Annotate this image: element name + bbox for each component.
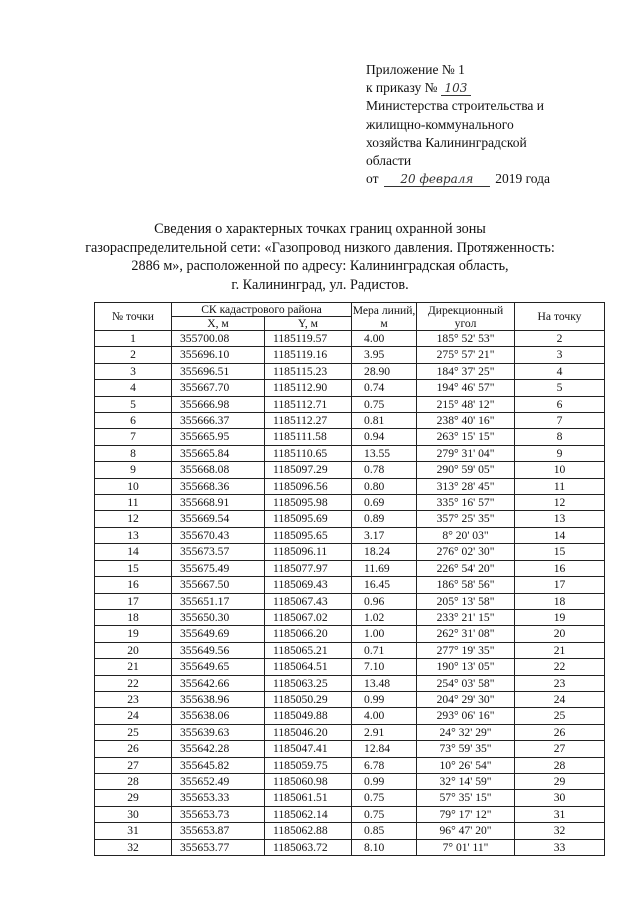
cell-length: 8.10: [352, 839, 417, 855]
title-line: г. Калининград, ул. Радистов.: [231, 276, 409, 293]
ministry-line: хозяйства Калининградской: [366, 134, 527, 150]
date-suffix: 2019 года: [495, 171, 551, 187]
cell-point: 30: [95, 806, 172, 822]
cell-direction: 96° 47' 20": [417, 823, 515, 839]
cell-direction: 7° 01' 11": [417, 839, 515, 855]
cell-direction: 185° 52' 53": [417, 331, 515, 347]
table-row: [95, 691, 605, 707]
cell-direction: 186° 58' 56": [417, 577, 515, 593]
cell-point: 1: [95, 331, 172, 347]
cell-to-point: 13: [515, 511, 605, 527]
cell-length: 11.69: [352, 560, 417, 576]
appendix-line: Приложение № 1: [366, 62, 465, 77]
table-row: [95, 462, 605, 478]
cell-direction: 254° 03' 58": [417, 675, 515, 691]
cell-to-point: 23: [515, 675, 605, 691]
cell-to-point: 18: [515, 593, 605, 609]
cell-x: 355653.77: [172, 839, 265, 855]
cell-length: 1.02: [352, 609, 417, 625]
cell-y: 1185047.41: [265, 741, 352, 757]
cell-length: 0.71: [352, 642, 417, 658]
cell-point: 16: [95, 577, 172, 593]
cell-direction: 194° 46' 57": [417, 380, 515, 396]
cell-to-point: 3: [515, 347, 605, 363]
cell-x: 355668.91: [172, 495, 265, 511]
cell-direction: 24° 32' 29": [417, 724, 515, 740]
cell-direction: 313° 28' 45": [417, 478, 515, 494]
appendix-block: [366, 61, 606, 188]
cell-y: 1185063.25: [265, 675, 352, 691]
header-point: № точки: [95, 303, 172, 331]
cell-y: 1185067.02: [265, 609, 352, 625]
cell-length: 2.91: [352, 724, 417, 740]
cell-y: 1185096.11: [265, 544, 352, 560]
cell-length: 3.17: [352, 527, 417, 543]
table-row: [95, 445, 605, 461]
table-row: [95, 544, 605, 560]
cell-point: 21: [95, 659, 172, 675]
cell-y: 1185112.71: [265, 396, 352, 412]
cell-y: 1185064.51: [265, 659, 352, 675]
cell-direction: 290° 59' 05": [417, 462, 515, 478]
header-to-point: На точку: [515, 303, 605, 331]
header-length: Мера линий, м: [352, 303, 416, 330]
cell-to-point: 5: [515, 380, 605, 396]
table-row: [95, 331, 605, 347]
cell-direction: 233° 21' 15": [417, 609, 515, 625]
ministry-line: Министерства строительства и: [366, 98, 545, 114]
table-row: [95, 396, 605, 412]
cell-length: 12.84: [352, 741, 417, 757]
table-row: [95, 839, 605, 855]
cell-length: 1.00: [352, 626, 417, 642]
cell-to-point: 6: [515, 396, 605, 412]
cell-direction: 357° 25' 35": [417, 511, 515, 527]
cell-y: 1185095.69: [265, 511, 352, 527]
cell-direction: 8° 20' 03": [417, 527, 515, 543]
cell-point: 11: [95, 495, 172, 511]
cell-direction: 204° 29' 30": [417, 691, 515, 707]
cell-y: 1185115.23: [265, 363, 352, 379]
cell-x: 355638.96: [172, 691, 265, 707]
cell-point: 4: [95, 380, 172, 396]
cell-direction: 190° 13' 05": [417, 659, 515, 675]
title-line: 2886 м», расположенной по адресу: Калининградская область,: [131, 258, 509, 275]
cell-y: 1185112.90: [265, 380, 352, 396]
cell-x: 355665.95: [172, 429, 265, 445]
cell-x: 355670.43: [172, 527, 265, 543]
cell-point: 7: [95, 429, 172, 445]
cell-point: 27: [95, 757, 172, 773]
cell-to-point: 19: [515, 609, 605, 625]
cell-to-point: 10: [515, 462, 605, 478]
cell-to-point: 11: [515, 478, 605, 494]
date-prefix: от: [366, 171, 379, 187]
cell-point: 20: [95, 642, 172, 658]
cell-y: 1185077.97: [265, 560, 352, 576]
cell-x: 355668.08: [172, 462, 265, 478]
header-direction: Дирекционный угол: [417, 303, 515, 331]
cell-y: 1185111.58: [265, 429, 352, 445]
cell-y: 1185069.43: [265, 577, 352, 593]
cell-direction: 79° 17' 12": [417, 806, 515, 822]
cell-length: 13.55: [352, 445, 417, 461]
order-number-line: [366, 79, 606, 97]
cell-x: 355673.57: [172, 544, 265, 560]
cell-x: 355696.10: [172, 347, 265, 363]
table-row: [95, 593, 605, 609]
cell-to-point: 31: [515, 806, 605, 822]
cell-direction: 279° 31' 04": [417, 445, 515, 461]
cell-x: 355669.54: [172, 511, 265, 527]
cell-x: 355652.49: [172, 773, 265, 789]
table-row: [95, 708, 605, 724]
cell-y: 1185061.51: [265, 790, 352, 806]
cell-point: 9: [95, 462, 172, 478]
table-row: [95, 429, 605, 445]
table-row: [95, 806, 605, 822]
cell-length: 0.85: [352, 823, 417, 839]
title-line: газораспределительной сети: «Газопровод низкого давления. Протяженность:: [85, 239, 555, 256]
cell-x: 355651.17: [172, 593, 265, 609]
cell-to-point: 25: [515, 708, 605, 724]
table-row: [95, 724, 605, 740]
date-handwritten: 20 февраля: [384, 172, 490, 187]
cell-length: 0.94: [352, 429, 417, 445]
points-table: [94, 302, 605, 856]
cell-to-point: 21: [515, 642, 605, 658]
cell-point: 32: [95, 839, 172, 855]
cell-point: 29: [95, 790, 172, 806]
cell-x: 355668.36: [172, 478, 265, 494]
cell-y: 1185059.75: [265, 757, 352, 773]
cell-x: 355666.37: [172, 413, 265, 429]
title-line: Сведения о характерных точках границ охранной зоны: [154, 221, 486, 237]
cell-x: 355650.30: [172, 609, 265, 625]
cell-point: 31: [95, 823, 172, 839]
cell-y: 1185062.14: [265, 806, 352, 822]
cell-y: 1185119.57: [265, 331, 352, 347]
cell-to-point: 2: [515, 331, 605, 347]
cell-length: 0.75: [352, 806, 417, 822]
cell-length: 0.99: [352, 773, 417, 789]
cell-direction: 263° 15' 15": [417, 429, 515, 445]
cell-length: 7.10: [352, 659, 417, 675]
cell-point: 6: [95, 413, 172, 429]
cell-y: 1185095.65: [265, 527, 352, 543]
cell-direction: 205° 13' 58": [417, 593, 515, 609]
cell-length: 0.80: [352, 478, 417, 494]
cell-to-point: 26: [515, 724, 605, 740]
cell-x: 355667.70: [172, 380, 265, 396]
table-row: [95, 626, 605, 642]
cell-x: 355665.84: [172, 445, 265, 461]
cell-x: 355649.65: [172, 659, 265, 675]
cell-x: 355653.73: [172, 806, 265, 822]
cell-y: 1185112.27: [265, 413, 352, 429]
cell-direction: 10° 26' 54": [417, 757, 515, 773]
cell-direction: 275° 57' 21": [417, 347, 515, 363]
document-title: [60, 220, 580, 294]
cell-y: 1185046.20: [265, 724, 352, 740]
cell-point: 8: [95, 445, 172, 461]
cell-x: 355653.87: [172, 823, 265, 839]
table-row: [95, 527, 605, 543]
cell-y: 1185060.98: [265, 773, 352, 789]
cell-to-point: 7: [515, 413, 605, 429]
cell-point: 25: [95, 724, 172, 740]
cell-y: 1185095.98: [265, 495, 352, 511]
cell-point: 12: [95, 511, 172, 527]
order-number-handwritten: 103: [441, 81, 471, 96]
cell-length: 0.99: [352, 691, 417, 707]
table-body: [95, 331, 605, 856]
table-row: [95, 380, 605, 396]
cell-x: 355667.50: [172, 577, 265, 593]
table-row: [95, 757, 605, 773]
table-row: [95, 347, 605, 363]
table-row: [95, 363, 605, 379]
cell-length: 28.90: [352, 363, 417, 379]
cell-to-point: 15: [515, 544, 605, 560]
table-row: [95, 413, 605, 429]
cell-point: 23: [95, 691, 172, 707]
cell-x: 355675.49: [172, 560, 265, 576]
cell-direction: 32° 14' 59": [417, 773, 515, 789]
cell-to-point: 20: [515, 626, 605, 642]
cell-y: 1185063.72: [265, 839, 352, 855]
cell-direction: 73° 59' 35": [417, 741, 515, 757]
cell-y: 1185050.29: [265, 691, 352, 707]
cell-direction: 184° 37' 25": [417, 363, 515, 379]
header-y: Y, м: [265, 317, 352, 331]
cell-length: 0.75: [352, 396, 417, 412]
cell-y: 1185119.16: [265, 347, 352, 363]
cell-direction: 226° 54' 20": [417, 560, 515, 576]
table-row: [95, 642, 605, 658]
cell-length: 0.89: [352, 511, 417, 527]
cell-length: 0.74: [352, 380, 417, 396]
cell-to-point: 17: [515, 577, 605, 593]
cell-to-point: 24: [515, 691, 605, 707]
cell-y: 1185062.88: [265, 823, 352, 839]
cell-length: 0.78: [352, 462, 417, 478]
cell-length: 6.78: [352, 757, 417, 773]
cell-x: 355642.66: [172, 675, 265, 691]
cell-to-point: 30: [515, 790, 605, 806]
cell-length: 3.95: [352, 347, 417, 363]
table-row: [95, 478, 605, 494]
cell-to-point: 12: [515, 495, 605, 511]
cell-to-point: 16: [515, 560, 605, 576]
date-line: [366, 170, 606, 188]
cell-length: 0.81: [352, 413, 417, 429]
cell-x: 355642.28: [172, 741, 265, 757]
cell-y: 1185049.88: [265, 708, 352, 724]
cell-x: 355639.63: [172, 724, 265, 740]
cell-y: 1185067.43: [265, 593, 352, 609]
table-row: [95, 659, 605, 675]
cell-point: 5: [95, 396, 172, 412]
cell-length: 0.96: [352, 593, 417, 609]
cell-point: 18: [95, 609, 172, 625]
cell-length: 13.48: [352, 675, 417, 691]
cell-direction: 277° 19' 35": [417, 642, 515, 658]
cell-point: 2: [95, 347, 172, 363]
cell-direction: 57° 35' 15": [417, 790, 515, 806]
cell-x: 355638.06: [172, 708, 265, 724]
cell-direction: 293° 06' 16": [417, 708, 515, 724]
cell-point: 19: [95, 626, 172, 642]
table-row: [95, 495, 605, 511]
table-row: [95, 577, 605, 593]
header-x: X, м: [172, 317, 265, 331]
table-row: [95, 741, 605, 757]
cell-point: 14: [95, 544, 172, 560]
cell-x: 355649.56: [172, 642, 265, 658]
cell-y: 1185097.29: [265, 462, 352, 478]
cell-to-point: 29: [515, 773, 605, 789]
cell-y: 1185065.21: [265, 642, 352, 658]
cell-length: 4.00: [352, 708, 417, 724]
cell-point: 13: [95, 527, 172, 543]
cell-y: 1185096.56: [265, 478, 352, 494]
cell-y: 1185110.65: [265, 445, 352, 461]
cell-direction: 238° 40' 16": [417, 413, 515, 429]
cell-to-point: 8: [515, 429, 605, 445]
cell-length: 0.75: [352, 790, 417, 806]
cell-point: 17: [95, 593, 172, 609]
ministry-line: области: [366, 153, 412, 169]
table-row: [95, 560, 605, 576]
cell-to-point: 28: [515, 757, 605, 773]
order-prefix: к приказу №: [366, 80, 438, 96]
cell-direction: 276° 02' 30": [417, 544, 515, 560]
cell-x: 355700.08: [172, 331, 265, 347]
cell-x: 355666.98: [172, 396, 265, 412]
cell-point: 24: [95, 708, 172, 724]
cell-to-point: 9: [515, 445, 605, 461]
cell-point: 10: [95, 478, 172, 494]
cell-length: 18.24: [352, 544, 417, 560]
cell-length: 16.45: [352, 577, 417, 593]
cell-point: 28: [95, 773, 172, 789]
table-row: [95, 511, 605, 527]
ministry-line: жилищно-коммунального: [366, 116, 514, 132]
cell-length: 4.00: [352, 331, 417, 347]
cell-length: 0.69: [352, 495, 417, 511]
cell-to-point: 14: [515, 527, 605, 543]
cell-to-point: 4: [515, 363, 605, 379]
cell-x: 355649.69: [172, 626, 265, 642]
cell-direction: 262° 31' 08": [417, 626, 515, 642]
header-sk: СК кадастрового района: [172, 303, 352, 317]
cell-direction: 215° 48' 12": [417, 396, 515, 412]
cell-point: 22: [95, 675, 172, 691]
table-row: [95, 609, 605, 625]
cell-point: 26: [95, 741, 172, 757]
cell-direction: 335° 16' 57": [417, 495, 515, 511]
table-row: [95, 790, 605, 806]
cell-to-point: 27: [515, 741, 605, 757]
cell-to-point: 32: [515, 823, 605, 839]
cell-point: 3: [95, 363, 172, 379]
cell-to-point: 22: [515, 659, 605, 675]
table-row: [95, 773, 605, 789]
cell-y: 1185066.20: [265, 626, 352, 642]
table-row: [95, 823, 605, 839]
cell-to-point: 33: [515, 839, 605, 855]
cell-x: 355696.51: [172, 363, 265, 379]
cell-x: 355645.82: [172, 757, 265, 773]
table-row: [95, 675, 605, 691]
cell-x: 355653.33: [172, 790, 265, 806]
cell-point: 15: [95, 560, 172, 576]
